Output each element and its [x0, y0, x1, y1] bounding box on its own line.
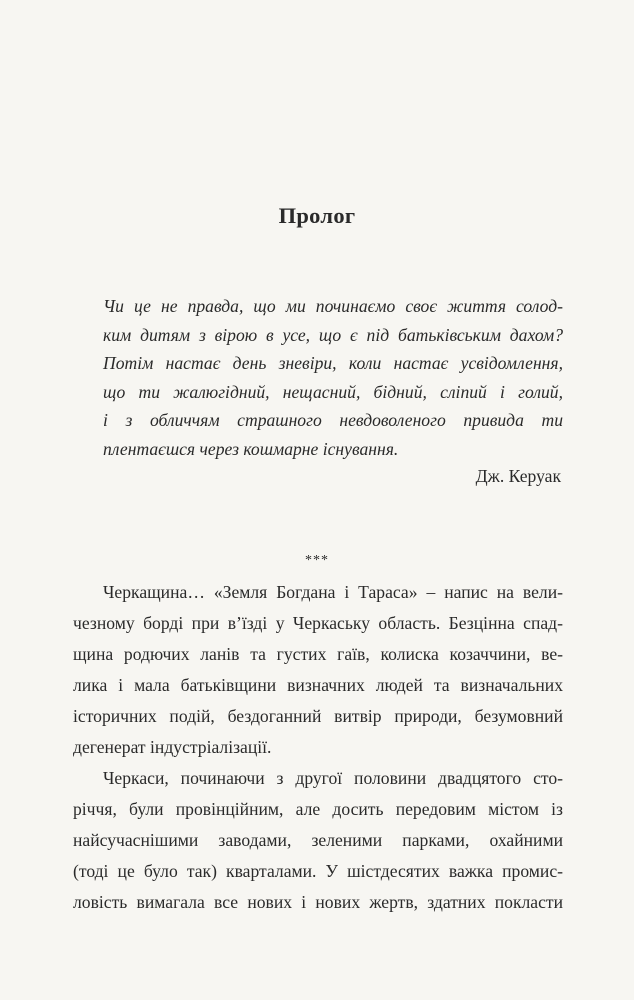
chapter-title: Пролог: [278, 203, 356, 228]
paragraph-line: чезному борді при в’їзді у Черкаську область. Безцінна спад-: [73, 613, 563, 633]
paragraph-line: дегенерат індустріалізації.: [73, 737, 272, 757]
paragraph: [73, 577, 563, 763]
paragraph-line: Черкаси, починаючи з другої половини двадцятого сто-: [103, 768, 563, 788]
paragraph-line: Черкащина… «Земля Богдана і Тараса» – напис на вели-: [103, 582, 563, 602]
paragraph-line: найсучаснішими заводами, зеленими парками, охайними: [73, 830, 563, 850]
epigraph-line: плентаєшся через кошмарне існування.: [103, 438, 399, 459]
paragraph-line: історичних подій, бездоганний витвір природи, безумовний: [73, 706, 563, 726]
epigraph-author: Дж. Керуак: [475, 466, 561, 486]
paragraph-line: ловість вимагала все нових і нових жертв, здатних покласти: [73, 892, 563, 912]
epigraph: [103, 292, 563, 463]
epigraph-line: Потім настає день зневіри, коли настає усвідомлення,: [103, 353, 563, 373]
paragraph-line: (тоді це було так) кварталами. У шістдесятих важка промис-: [73, 861, 563, 881]
paragraph: [73, 763, 563, 918]
paragraph-line: щина родючих ланів та густих гаїв, колиска козаччини, ве-: [73, 644, 563, 664]
epigraph-line: і з обличчям страшного невдоволеного привида ти: [103, 410, 563, 430]
epigraph-line: що ти жалюгідний, нещасний, бідний, сліпий і голий,: [103, 381, 563, 402]
section-separator: ***: [305, 553, 329, 568]
paragraph-line: річчя, були провінційним, але досить передовим містом із: [73, 799, 563, 819]
epigraph-line: ким дитям з вірою в усе, що є під батьківським дахом?: [103, 324, 563, 345]
paragraph-line: лика і мала батьківщини визначних людей та визначальних: [73, 675, 563, 695]
epigraph-line: Чи це не правда, що ми починаємо своє життя солод-: [103, 296, 563, 316]
